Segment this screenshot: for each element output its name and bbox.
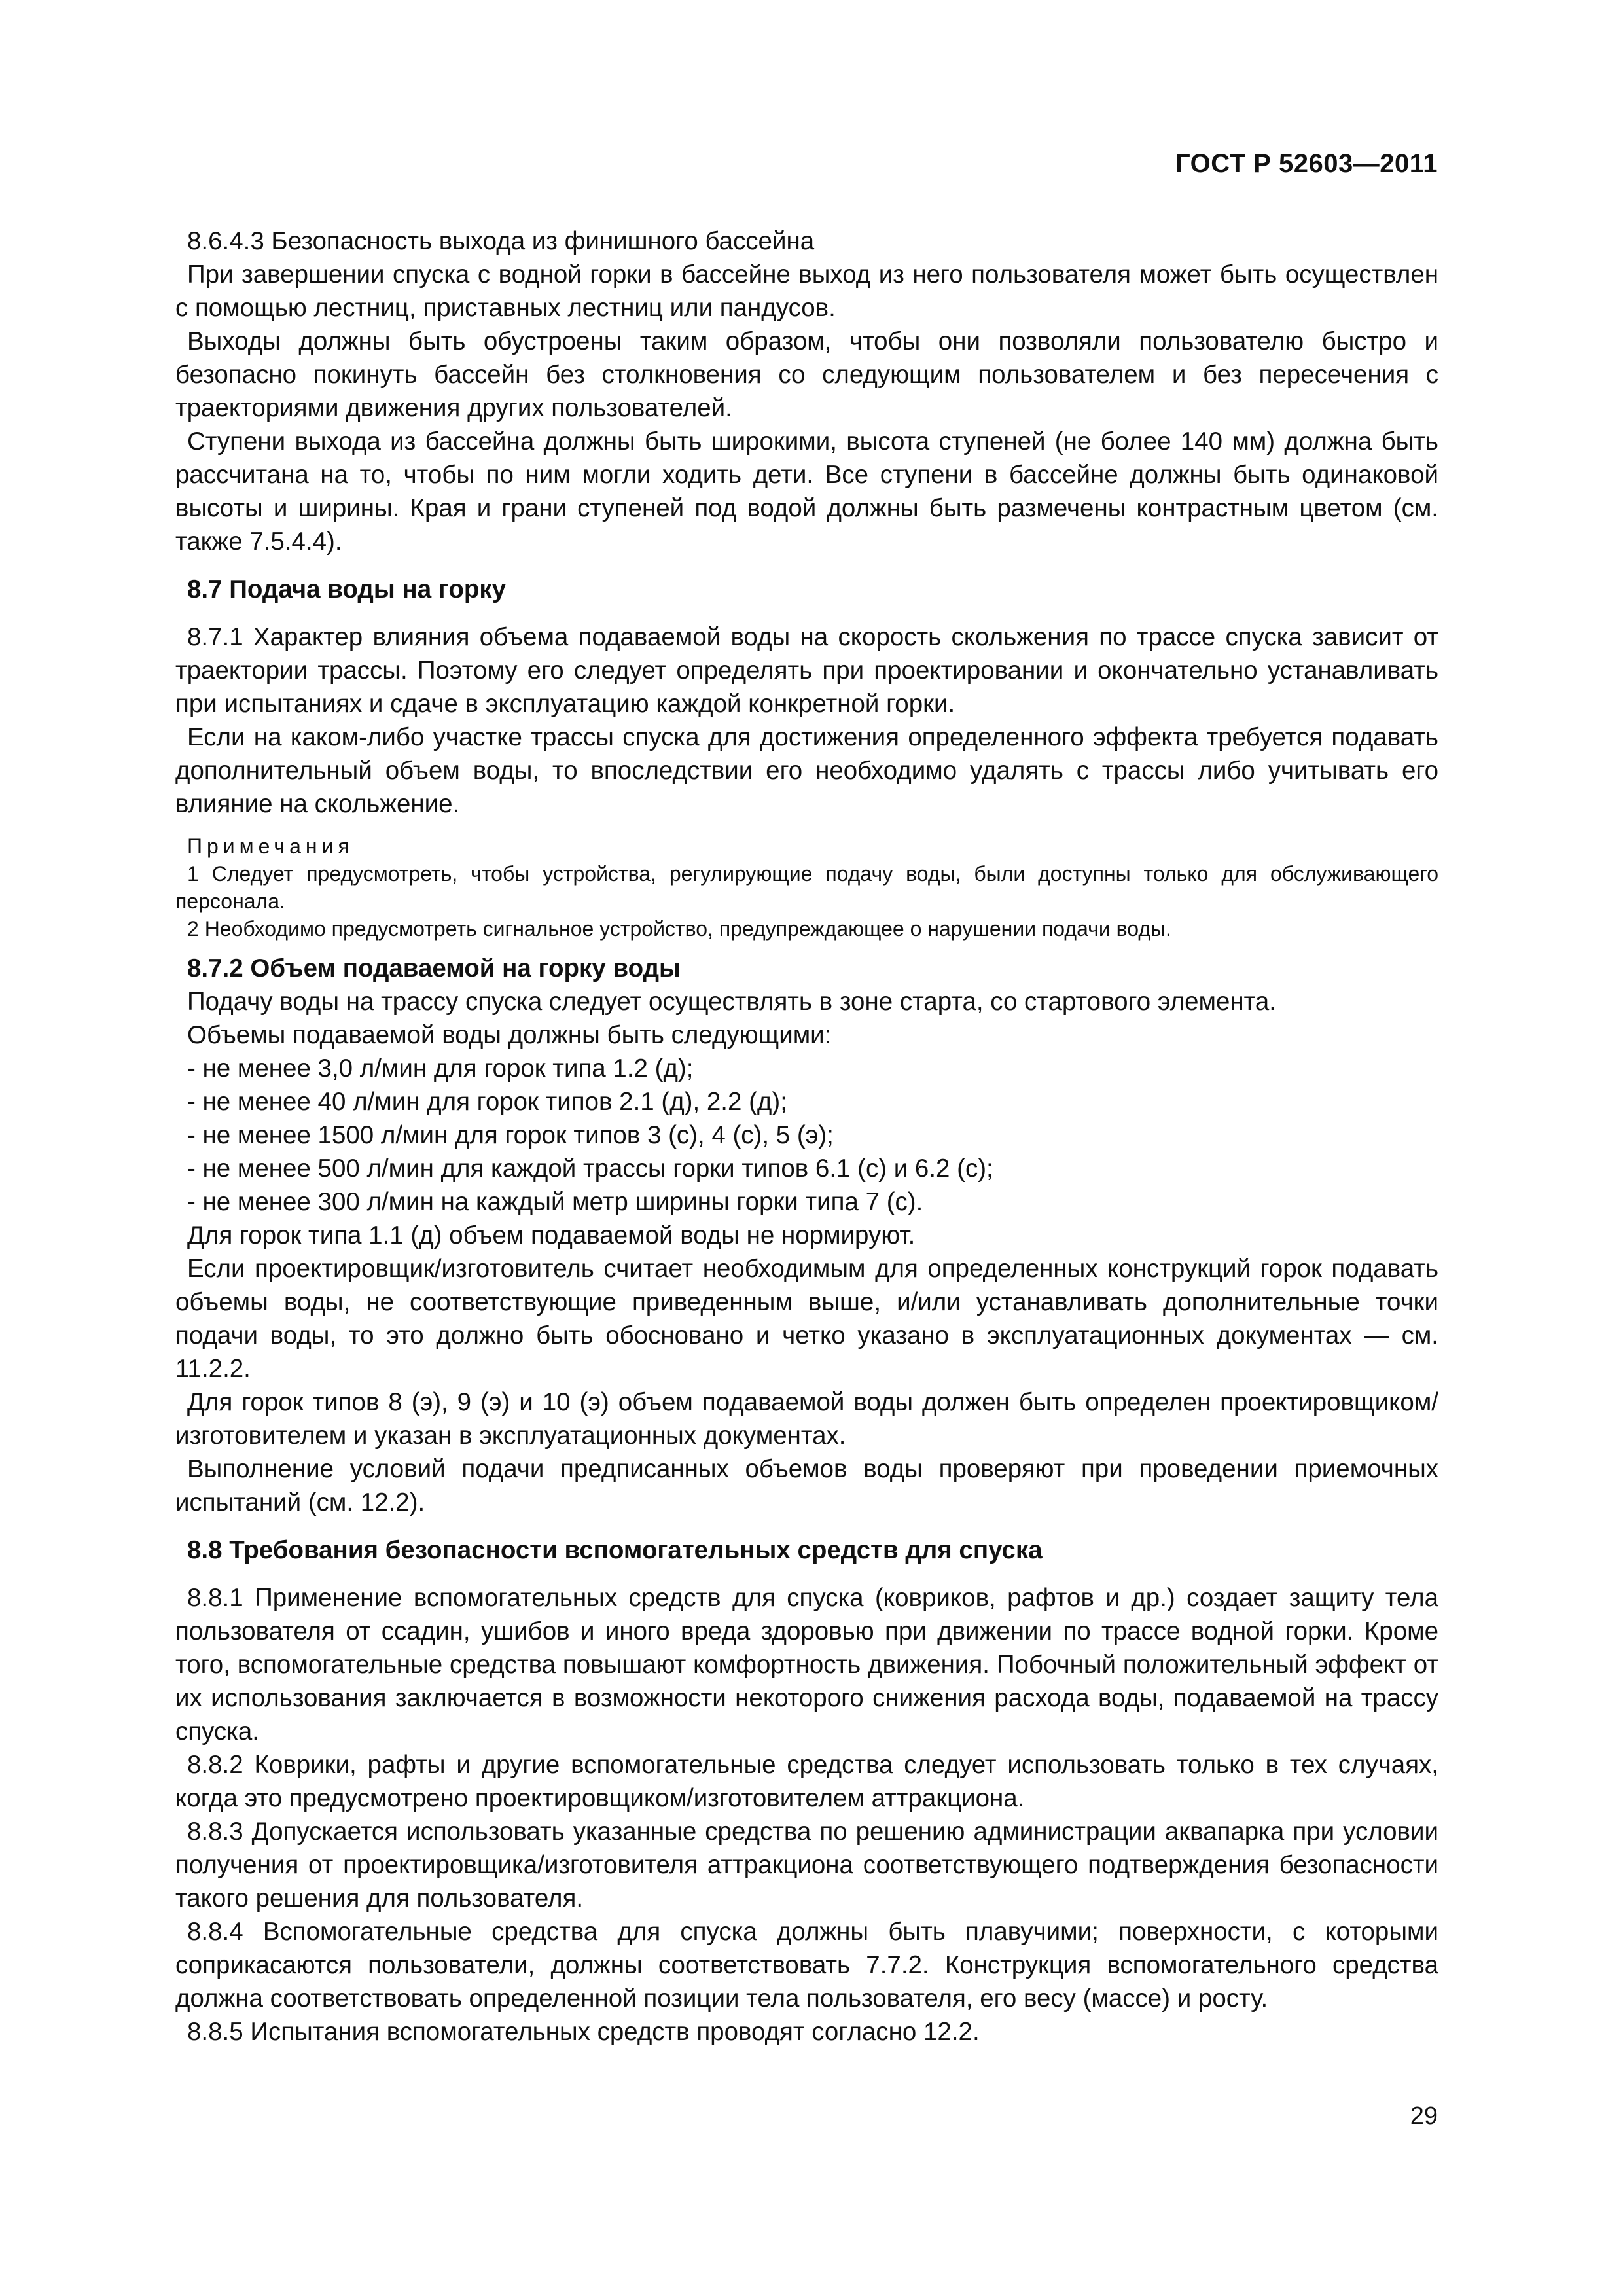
note-item: 2 Необходимо предусмотреть сигнальное устройство, предупреждающее о нарушении подачи воды. <box>187 917 1171 941</box>
paragraph: Объемы подаваемой воды должны быть следующими: <box>187 1021 832 1049</box>
section-heading-8-8: 8.8 Требования безопасности вспомогательных средств для спуска <box>187 1536 1043 1564</box>
clause-8-6-4-3-title: 8.6.4.3 Безопасность выхода из финишного бассейна <box>187 227 815 255</box>
section-heading-8-7-2: 8.7.2 Объем подаваемой на горку воды <box>187 954 681 982</box>
notes-title: Примечания <box>187 834 354 858</box>
list-item: - не менее 3,0 л/мин для горок типа 1.2 (д); <box>187 1054 694 1083</box>
section-heading-8-7: 8.7 Подача воды на горку <box>187 575 507 603</box>
paragraph: Ступени выхода из бассейна должны быть широкими, высота ступеней (не более 140 мм) должна быть рассчитана на то, чтобы по ним могли ходить дети. Все ступени в бассейне должны быть одинаковой высоты и ширины. Края и грани ступеней под водой должны быть размечены контрастным цветом (см. также 7.5.4.4). <box>175 427 1438 556</box>
document-body <box>175 224 1438 2049</box>
list-item: - не менее 1500 л/мин для горок типов 3 (с), 4 (с), 5 (э); <box>187 1121 834 1149</box>
list-item: - не менее 40 л/мин для горок типов 2.1 (д), 2.2 (д); <box>187 1088 787 1116</box>
list-item: - не менее 500 л/мин для каждой трассы горки типов 6.1 (с) и 6.2 (с); <box>187 1155 993 1183</box>
paragraph: Для горок типа 1.1 (д) объем подаваемой воды не нормируют. <box>187 1221 916 1249</box>
paragraph: Подачу воды на трассу спуска следует осуществлять в зоне старта, со стартового элемента. <box>187 988 1276 1016</box>
paragraph: 8.8.4 Вспомогательные средства для спуска должны быть плавучими; поверхности, с которыми соприкасаются пользователи, должны соответствовать 7.7.2. Конструкция вспомогательного средства должна соответствовать определенной позиции тела пользователя, его весу (массе) и росту. <box>175 1918 1438 2013</box>
page-number: 29 <box>1410 2102 1438 2130</box>
paragraph: Для горок типов 8 (э), 9 (э) и 10 (э) объем подаваемой воды должен быть определен проектировщиком/изготовителем и указан в эксплуатационных документах. <box>175 1388 1438 1450</box>
notes-block <box>175 833 1438 942</box>
paragraph: 8.8.5 Испытания вспомогательных средств проводят согласно 12.2. <box>187 2018 980 2046</box>
paragraph: Если проектировщик/изготовитель считает необходимым для определенных конструкций горок подавать объемы воды, не соответствующие приведенным выше, и/или устанавливать дополнительные точки подачи воды, то это должно быть обосновано и четко указано в эксплуатационных документах — см. 11.2.2. <box>175 1255 1438 1383</box>
paragraph: Выходы должны быть обустроены таким образом, чтобы они позволяли пользователю быстро и безопасно покинуть бассейн без столкновения со следующим пользователем и без пересечения с траекториями движения других пользователей. <box>175 327 1438 422</box>
water-volume-list <box>175 1052 1438 1219</box>
paragraph: 8.8.2 Коврики, рафты и другие вспомогательные средства следует использовать только в тех случаях, когда это предусмотрено проектировщиком/изготовителем аттракциона. <box>175 1751 1438 1812</box>
document-id-header: ГОСТ Р 52603—2011 <box>1175 149 1438 178</box>
paragraph: Выполнение условий подачи предписанных объемов воды проверяют при проведении приемочных испытаний (см. 12.2). <box>175 1455 1438 1516</box>
list-item: - не менее 300 л/мин на каждый метр ширины горки типа 7 (с). <box>187 1188 923 1216</box>
paragraph: 8.8.3 Допускается использовать указанные средства по решению администрации аквапарка при условии получения от проектировщика/изготовителя аттракциона соответствующего подтверждения безопасности такого решения для пользователя. <box>175 1818 1438 1912</box>
paragraph: 8.8.1 Применение вспомогательных средств для спуска (ковриков, рафтов и др.) создает защиту тела пользователя от ссадин, ушибов и иного вреда здоровью при движении по трассе водной горки. Кроме того, вспомогательные средства повышают комфортность движения. Побочный положительный эффект от их использования заключается в возможности некоторого снижения расхода воды, подаваемой на трассу спуска. <box>175 1584 1438 1746</box>
paragraph: 8.7.1 Характер влияния объема подаваемой воды на скорость скольжения по трассе спуска зависит от траектории трассы. Поэтому его следует определять при проектировании и окончательно устанавливать при испытаниях и сдаче в эксплуатацию каждой конкретной горки. <box>175 623 1438 718</box>
note-item: 1 Следует предусмотреть, чтобы устройства, регулирующие подачу воды, были доступны только для обслуживающего персонала. <box>175 862 1438 913</box>
paragraph: При завершении спуска с водной горки в бассейне выход из него пользователя может быть осуществлен с помощью лестниц, приставных лестниц или пандусов. <box>175 260 1438 322</box>
paragraph: Если на каком-либо участке трассы спуска для достижения определенного эффекта требуется подавать дополнительный объем воды, то впоследствии его необходимо удалять с трассы либо учитывать его влияние на скольжение. <box>175 723 1438 818</box>
